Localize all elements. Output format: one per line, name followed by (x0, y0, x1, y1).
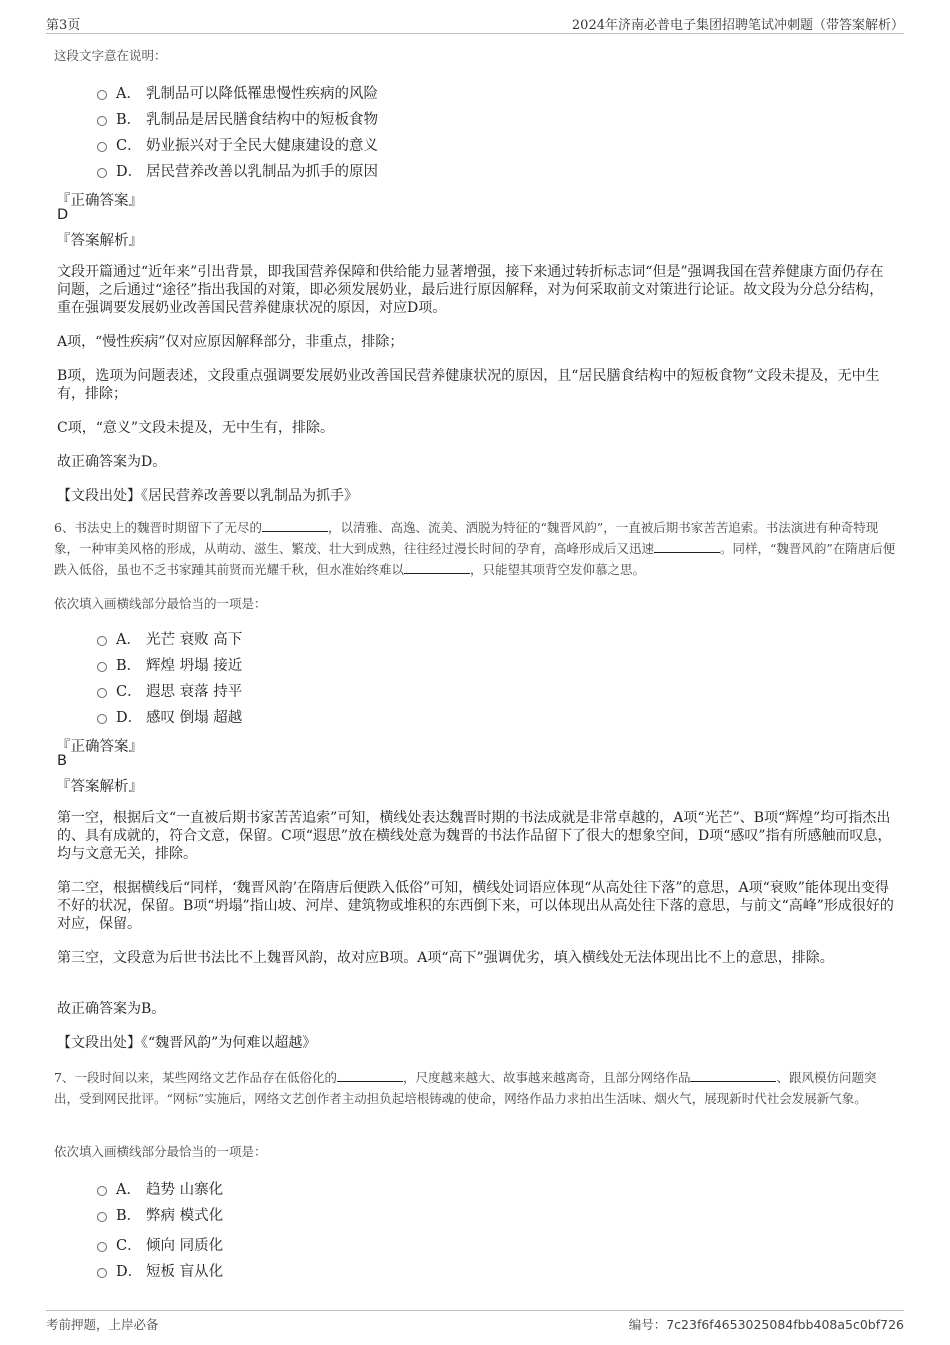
q6-analysis-label: 『答案解析』 (56, 779, 143, 795)
page-number: 第3页 (46, 18, 81, 33)
option-letter: C． (116, 1238, 142, 1254)
option-letter: C． (116, 684, 142, 700)
q6-source: 【文段出处】《“魏晋风韵”为何难以超越》 (57, 1035, 317, 1051)
option-letter: B． (116, 658, 142, 674)
radio-icon[interactable] (97, 1268, 107, 1278)
document-id: 编号：7c23f6f4653025084fbb408a5c0bf726 (628, 1317, 904, 1332)
q6-analysis-p3: 第三空，文段意为后世书法比不上魏晋风韵，故对应B项。A项“高下”强调优劣，填入横线处无法体现出比不上的意思，排除。 (57, 950, 834, 966)
option-text: 弊病 模式化 (146, 1208, 224, 1224)
q7-stem (54, 1067, 900, 1109)
blank-line (404, 561, 470, 574)
q6-stem (54, 517, 900, 580)
footer-divider (46, 1310, 904, 1311)
radio-icon[interactable] (97, 142, 107, 152)
blank-line (690, 1069, 776, 1082)
q7-option-d[interactable] (97, 1260, 223, 1281)
option-text: 乳制品是居民膳食结构中的短板食物 (146, 112, 378, 128)
stem-text: ，尺度越来越大、故事越来越离奇，且部分网络作品 (402, 1070, 691, 1085)
option-letter: A． (116, 1182, 141, 1198)
radio-icon[interactable] (97, 1186, 107, 1196)
q6-option-d[interactable] (97, 706, 242, 727)
q5-source: 【文段出处】《居民营养改善要以乳制品为抓手》 (57, 488, 358, 504)
q7-option-a[interactable] (97, 1178, 223, 1199)
q5-analysis-p2: A项，“慢性疾病”仅对应原因解释部分，非重点，排除； (57, 334, 404, 350)
option-text: 倾向 同质化 (146, 1238, 224, 1254)
q5-option-b[interactable] (97, 108, 378, 129)
option-letter: A． (116, 86, 141, 102)
option-letter: D． (116, 710, 143, 726)
option-letter: C． (116, 138, 142, 154)
option-text: 辉煌 坍塌 接近 (146, 658, 243, 674)
stem-text: 7、一段时间以来，某些网络文艺作品存在低俗化的 (54, 1070, 337, 1085)
stem-text: ，以清雅、高逸、流美、洒脱为特征的“魏晋风韵”，一直被后期书家苦苦追索。书法演进有种奇特现象，一种审美风格的形成，从萌动、滋生、繁茂、壮大到成熟，往往经过漫长时间的孕育，高峰形成后又迅速 (54, 520, 879, 556)
option-letter: D． (116, 1264, 143, 1280)
option-text: 趋势 山寨化 (146, 1182, 224, 1198)
radio-icon[interactable] (97, 1212, 107, 1222)
q6-analysis-p2: 第二空，根据横线后“同样，‘魏晋风韵’在隋唐后便跌入低俗”可知，横线处词语应体现“从高处往下落”的意思，A项“衰败”能体现出变得不好的状况，保留。B项“坍塌”指山坡、河岸、建筑物或堆积的东西倒下来，可以体现出从高处往下落的意思，与前文“高峰”形成很好的对应，保留。 (57, 880, 894, 932)
q7-option-b[interactable] (97, 1204, 223, 1225)
radio-icon[interactable] (97, 636, 107, 646)
q6-prompt: 依次填入画横线部分最恰当的一项是： (54, 596, 267, 611)
option-letter: B． (116, 1208, 142, 1224)
q5-analysis-p1: 文段开篇通过“近年来”引出背景，即我国营养保障和供给能力显著增强，接下来通过转折标志词“但是”强调我国在营养健康方面仍存在问题，之后通过“途径”指出我国的对策，即必须发展奶业，最后进行原因解释，对为何采取前文对策进行论证。故文段为分总分结构，重在强调要发展奶业改善国民营养健康状况的原因，对应D项。 (57, 264, 884, 316)
q6-option-a[interactable] (97, 628, 242, 649)
q5-analysis-p5: 故正确答案为D。 (57, 454, 167, 470)
q5-option-c[interactable] (97, 134, 378, 155)
q5-analysis-p3: B项，选项为问题表述，文段重点强调要发展奶业改善国民营养健康状况的原因，且“居民膳食结构中的短板食物”文段未提及，无中生有，排除； (57, 368, 880, 402)
document-title: 2024年济南必普电子集团招聘笔试冲刺题（带答案解析） (571, 18, 904, 33)
blank-line (337, 1069, 403, 1082)
option-text: 遐思 衰落 持平 (146, 684, 243, 700)
option-text: 感叹 倒塌 超越 (146, 710, 243, 726)
stem-text: 。同样，“魏晋风韵”在隋唐后便跌入低俗，虽也不乏书家踵其前贤而光耀千秋，但水准始终难以 (54, 541, 896, 577)
stem-text: 6、书法史上的魏晋时期留下了无尽的 (54, 520, 262, 535)
option-text: 光芒 衰败 高下 (146, 632, 243, 648)
header-divider (46, 33, 904, 34)
q6-option-c[interactable] (97, 680, 242, 701)
q5-option-a[interactable] (97, 82, 378, 103)
stem-text: ，只能望其项背空发仰慕之思。 (470, 562, 646, 577)
option-letter: A． (116, 632, 141, 648)
q5-answer-label: 『正确答案』 (56, 193, 143, 209)
q6-analysis-p1: 第一空，根据后文“一直被后期书家苦苦追索”可知，横线处表达魏晋时期的书法成就是非常卓越的，A项“光芒”、B项“辉煌”均可指杰出的、具有成就的，符合文意，保留。C项“遐思”放在横线处意为魏晋的书法作品留下了很大的想象空间，D项“感叹”指有所感触而叹息，均与文意无关，排除。 (57, 810, 892, 862)
stem-text: 、跟风模仿问题突出，受到网民批评。“网标”实施后，网络文艺创作者主动担负起培根铸魂的使命，网络作品力求拍出生活味、烟火气，展现新时代社会发展新气象。 (54, 1070, 877, 1106)
option-text: 乳制品可以降低罹患慢性疾病的风险 (146, 86, 378, 102)
radio-icon[interactable] (97, 116, 107, 126)
option-letter: D． (116, 164, 143, 180)
q6-analysis-p4: 故正确答案为B。 (57, 1001, 166, 1017)
radio-icon[interactable] (97, 90, 107, 100)
radio-icon[interactable] (97, 714, 107, 724)
q6-answer: B (57, 753, 67, 769)
q5-answer: D (57, 207, 69, 223)
option-text: 居民营养改善以乳制品为抓手的原因 (146, 164, 378, 180)
radio-icon[interactable] (97, 1242, 107, 1252)
q6-answer-label: 『正确答案』 (56, 739, 143, 755)
blank-line (654, 540, 720, 553)
q5-prompt: 这段文字意在说明： (54, 48, 167, 63)
q7-prompt: 依次填入画横线部分最恰当的一项是： (54, 1144, 267, 1159)
radio-icon[interactable] (97, 688, 107, 698)
footer-slogan: 考前押题，上岸必备 (46, 1317, 159, 1332)
q7-option-c[interactable] (97, 1234, 223, 1255)
option-text: 奶业振兴对于全民大健康建设的意义 (146, 138, 378, 154)
q5-analysis-label: 『答案解析』 (56, 233, 143, 249)
radio-icon[interactable] (97, 168, 107, 178)
radio-icon[interactable] (97, 662, 107, 672)
q5-option-d[interactable] (97, 160, 378, 181)
blank-line (262, 519, 328, 532)
option-letter: B． (116, 112, 142, 128)
option-text: 短板 盲从化 (146, 1264, 224, 1280)
q6-option-b[interactable] (97, 654, 242, 675)
q5-analysis-p4: C项，“意义”文段未提及，无中生有，排除。 (57, 420, 335, 436)
